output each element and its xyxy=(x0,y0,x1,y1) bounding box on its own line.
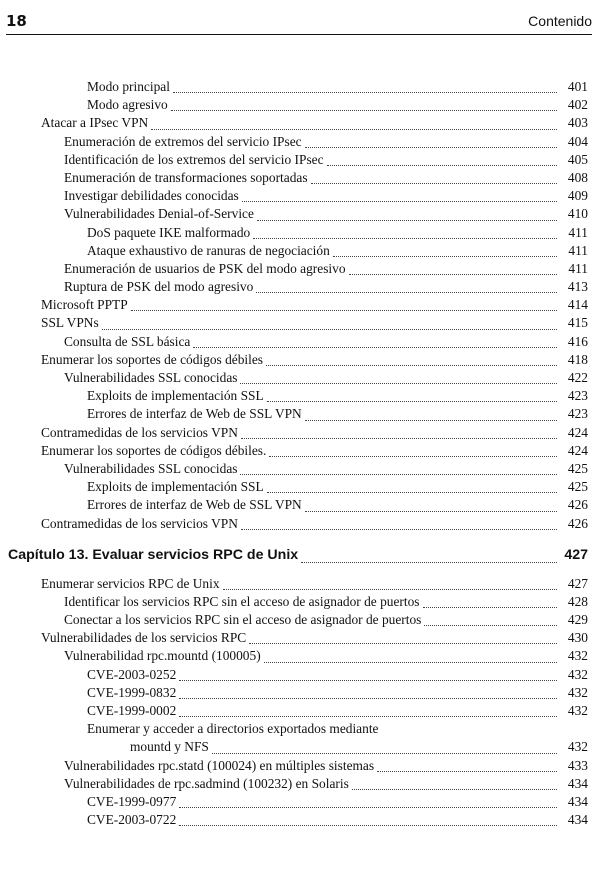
toc-entry-page: 426 xyxy=(567,515,588,531)
toc-entry-title: Exploits de implementación SSL xyxy=(87,388,264,404)
toc-entry-page: 409 xyxy=(567,188,588,204)
dot-leader xyxy=(267,492,557,493)
toc-entry-title: CVE-1999-0977 xyxy=(87,793,177,809)
toc-entry-title: Vulnerabilidades rpc.statd (100024) en múltiples sistemas xyxy=(64,757,375,773)
dot-leader xyxy=(179,807,557,808)
toc-entry xyxy=(0,406,588,424)
dot-leader xyxy=(223,589,557,590)
dot-leader xyxy=(212,753,557,754)
toc-entry-page: 434 xyxy=(567,775,588,791)
toc-entry-page: 434 xyxy=(567,793,588,809)
toc-entry-title: Vulnerabilidades SSL conocidas xyxy=(64,370,238,385)
toc-entry-title: Contramedidas de los servicios VPN xyxy=(41,515,238,531)
dot-leader xyxy=(352,789,557,790)
toc-entry-title: Enumeración de usuarios de PSK del modo agresivo xyxy=(64,260,346,276)
toc-entry xyxy=(0,188,588,206)
toc-entry-page: 434 xyxy=(567,812,588,828)
dot-leader xyxy=(151,129,557,130)
toc-entry xyxy=(0,648,588,666)
toc-entry-title: CVE-2003-0722 xyxy=(87,812,177,828)
toc-entry xyxy=(0,612,588,630)
toc-entry xyxy=(0,479,588,497)
toc-entry xyxy=(0,576,588,594)
toc-entry-title: Vulnerabilidades Denial-of-Service xyxy=(64,206,254,222)
toc-entry-page: 414 xyxy=(567,297,588,313)
toc-entry xyxy=(0,703,588,721)
toc-entry-page: 425 xyxy=(567,479,588,495)
dot-leader xyxy=(193,347,557,348)
toc-entry-page: 404 xyxy=(567,133,588,149)
page-number: 18 xyxy=(6,12,27,30)
toc-entry xyxy=(0,225,588,243)
dot-leader xyxy=(131,310,557,311)
toc-entry xyxy=(0,279,588,297)
toc-entry-page: 427 xyxy=(564,546,588,563)
toc-entry-title: Enumeración de extremos del servicio IPsec xyxy=(64,133,302,149)
dot-leader xyxy=(423,607,558,608)
dot-leader xyxy=(305,511,557,512)
toc-entry xyxy=(0,388,588,406)
toc-entry xyxy=(0,334,588,352)
toc-entry-title: CVE-2003-0252 xyxy=(87,666,177,682)
toc-entry xyxy=(0,170,588,188)
toc-entry xyxy=(0,297,588,315)
toc-entry-title: Identificar los servicios RPC sin el acceso de asignador de puertos xyxy=(64,593,420,609)
toc-entry-page: 411 xyxy=(568,224,588,240)
toc-entry-page: 402 xyxy=(567,97,588,113)
dot-leader xyxy=(241,438,557,439)
toc-entry-title: SSL VPNs xyxy=(41,315,99,331)
toc-entry xyxy=(0,115,588,133)
toc-entry xyxy=(0,152,588,170)
toc-entry xyxy=(0,497,588,515)
toc-entry xyxy=(0,721,588,739)
toc-entry-page: 423 xyxy=(567,388,588,404)
toc-entry-title: Vulnerabilidad rpc.mountd (100005) xyxy=(64,648,261,664)
toc-entry xyxy=(0,630,588,648)
toc-entry-page: 432 xyxy=(567,648,588,664)
toc-entry xyxy=(0,97,588,115)
dot-leader xyxy=(267,401,557,402)
toc-entry xyxy=(0,425,588,443)
toc-entry-title: Enumeración de transformaciones soportadas xyxy=(64,169,308,185)
toc-entry xyxy=(0,79,588,97)
toc-chapter xyxy=(0,540,588,570)
toc-entry-title: Microsoft PPTP xyxy=(41,297,128,313)
toc-entry xyxy=(0,352,588,370)
toc-entry-page: 432 xyxy=(567,703,588,718)
toc-entry-title: Errores de interfaz de Web de SSL VPN xyxy=(87,497,302,513)
toc-entry-title: Ruptura de PSK del modo agresivo xyxy=(64,279,254,295)
toc-entry-title: Modo agresivo xyxy=(87,97,168,113)
dot-leader xyxy=(240,474,557,475)
toc-entry-page: 429 xyxy=(567,612,588,628)
dot-leader xyxy=(241,529,557,530)
dot-leader xyxy=(269,456,557,457)
toc-entry-title: Capítulo 13. Evaluar servicios RPC de Unix xyxy=(8,546,299,563)
toc-entry-page: 403 xyxy=(567,115,588,131)
dot-leader xyxy=(249,643,557,644)
page-header xyxy=(6,8,592,35)
toc-entry-page: 424 xyxy=(567,442,588,458)
toc-entry-title: Atacar a IPsec VPN xyxy=(41,115,149,131)
toc-entry xyxy=(0,667,588,685)
dot-leader xyxy=(327,165,557,166)
toc-entry-page: 425 xyxy=(567,460,588,476)
table-of-contents xyxy=(0,79,600,830)
toc-entry xyxy=(0,243,588,261)
toc-entry xyxy=(0,739,588,757)
dot-leader xyxy=(257,220,557,221)
toc-entry xyxy=(0,594,588,612)
toc-entry-page: 415 xyxy=(567,315,588,331)
toc-entry-title: Exploits de implementación SSL xyxy=(87,479,264,495)
toc-entry-title: Enumerar los soportes de códigos débiles xyxy=(41,351,264,367)
dot-leader xyxy=(305,147,557,148)
toc-entry-page: 418 xyxy=(567,351,588,367)
toc-entry-page: 430 xyxy=(567,630,588,646)
dot-leader xyxy=(301,562,557,563)
dot-leader xyxy=(253,238,557,239)
toc-entry xyxy=(0,794,588,812)
toc-entry xyxy=(0,443,588,461)
toc-entry-title: Contramedidas de los servicios VPN xyxy=(41,424,238,440)
toc-entry-title: CVE-1999-0002 xyxy=(87,703,177,718)
toc-entry-page: 411 xyxy=(568,260,588,276)
toc-entry-page: 416 xyxy=(567,333,588,349)
toc-entry-page: 433 xyxy=(567,757,588,773)
toc-entry xyxy=(0,685,588,703)
toc-entry-title: Errores de interfaz de Web de SSL VPN xyxy=(87,406,302,422)
toc-entry-page: 423 xyxy=(567,406,588,422)
toc-entry xyxy=(0,461,588,479)
toc-entry xyxy=(0,516,588,534)
toc-entry-title: Consulta de SSL básica xyxy=(64,333,191,349)
toc-entry-page: 424 xyxy=(567,424,588,440)
dot-leader xyxy=(256,292,557,293)
toc-entry-page: 405 xyxy=(567,151,588,167)
toc-entry-title: Identificación de los extremos del servicio IPsec xyxy=(64,151,324,167)
toc-entry xyxy=(0,370,588,388)
toc-entry-page: 411 xyxy=(568,242,588,258)
dot-leader xyxy=(240,383,557,384)
dot-leader xyxy=(173,92,557,93)
dot-leader xyxy=(333,256,557,257)
toc-entry-title: Enumerar servicios RPC de Unix xyxy=(41,575,220,591)
dot-leader xyxy=(171,110,557,111)
toc-entry-page: 426 xyxy=(567,497,588,513)
dot-leader xyxy=(179,698,557,699)
toc-entry-page: 427 xyxy=(567,575,588,591)
toc-entry-page: 413 xyxy=(567,279,588,295)
dot-leader xyxy=(264,662,557,663)
running-title: Contenido xyxy=(528,13,592,29)
toc-entry-page: 432 xyxy=(567,739,588,755)
dot-leader xyxy=(179,825,557,826)
toc-entry-title: Vulnerabilidades de los servicios RPC xyxy=(41,630,247,646)
toc-entry-title: Vulnerabilidades SSL conocidas xyxy=(64,460,238,476)
dot-leader xyxy=(179,680,557,681)
toc-entry xyxy=(0,206,588,224)
dot-leader xyxy=(349,274,557,275)
toc-entry xyxy=(0,261,588,279)
toc-entry-page: 410 xyxy=(567,206,588,222)
dot-leader xyxy=(311,183,557,184)
toc-entry-title: Enumerar y acceder a directorios exportados mediante xyxy=(87,721,379,737)
dot-leader xyxy=(377,771,557,772)
toc-entry-title: Ataque exhaustivo de ranuras de negociación xyxy=(87,242,330,258)
toc-entry-page: 422 xyxy=(567,370,588,385)
toc-entry-title: Enumerar los soportes de códigos débiles. xyxy=(41,442,267,458)
toc-entry-title: Modo principal xyxy=(87,79,170,94)
toc-entry-page: 401 xyxy=(567,79,588,94)
dot-leader xyxy=(102,329,557,330)
dot-leader xyxy=(305,420,557,421)
toc-entry-title: mountd y NFS xyxy=(130,739,209,755)
dot-leader xyxy=(424,625,557,626)
toc-entry-title: CVE-1999-0832 xyxy=(87,684,177,700)
toc-entry xyxy=(0,812,588,830)
toc-entry-title: Vulnerabilidades de rpc.sadmind (100232) en Solaris xyxy=(64,775,349,791)
toc-entry xyxy=(0,758,588,776)
toc-entry-title: Investigar debilidades conocidas xyxy=(64,188,239,204)
toc-entry-title: Conectar a los servicios RPC sin el acceso de asignador de puertos xyxy=(64,612,422,628)
toc-entry xyxy=(0,134,588,152)
toc-entry-page: 432 xyxy=(567,684,588,700)
toc-entry-title: DoS paquete IKE malformado xyxy=(87,224,251,240)
dot-leader xyxy=(179,716,557,717)
toc-entry-page: 432 xyxy=(567,666,588,682)
toc-entry xyxy=(0,776,588,794)
toc-entry-page: 428 xyxy=(567,593,588,609)
toc-entry xyxy=(0,315,588,333)
dot-leader xyxy=(266,365,557,366)
dot-leader xyxy=(242,201,557,202)
toc-entry-page: 408 xyxy=(567,169,588,185)
